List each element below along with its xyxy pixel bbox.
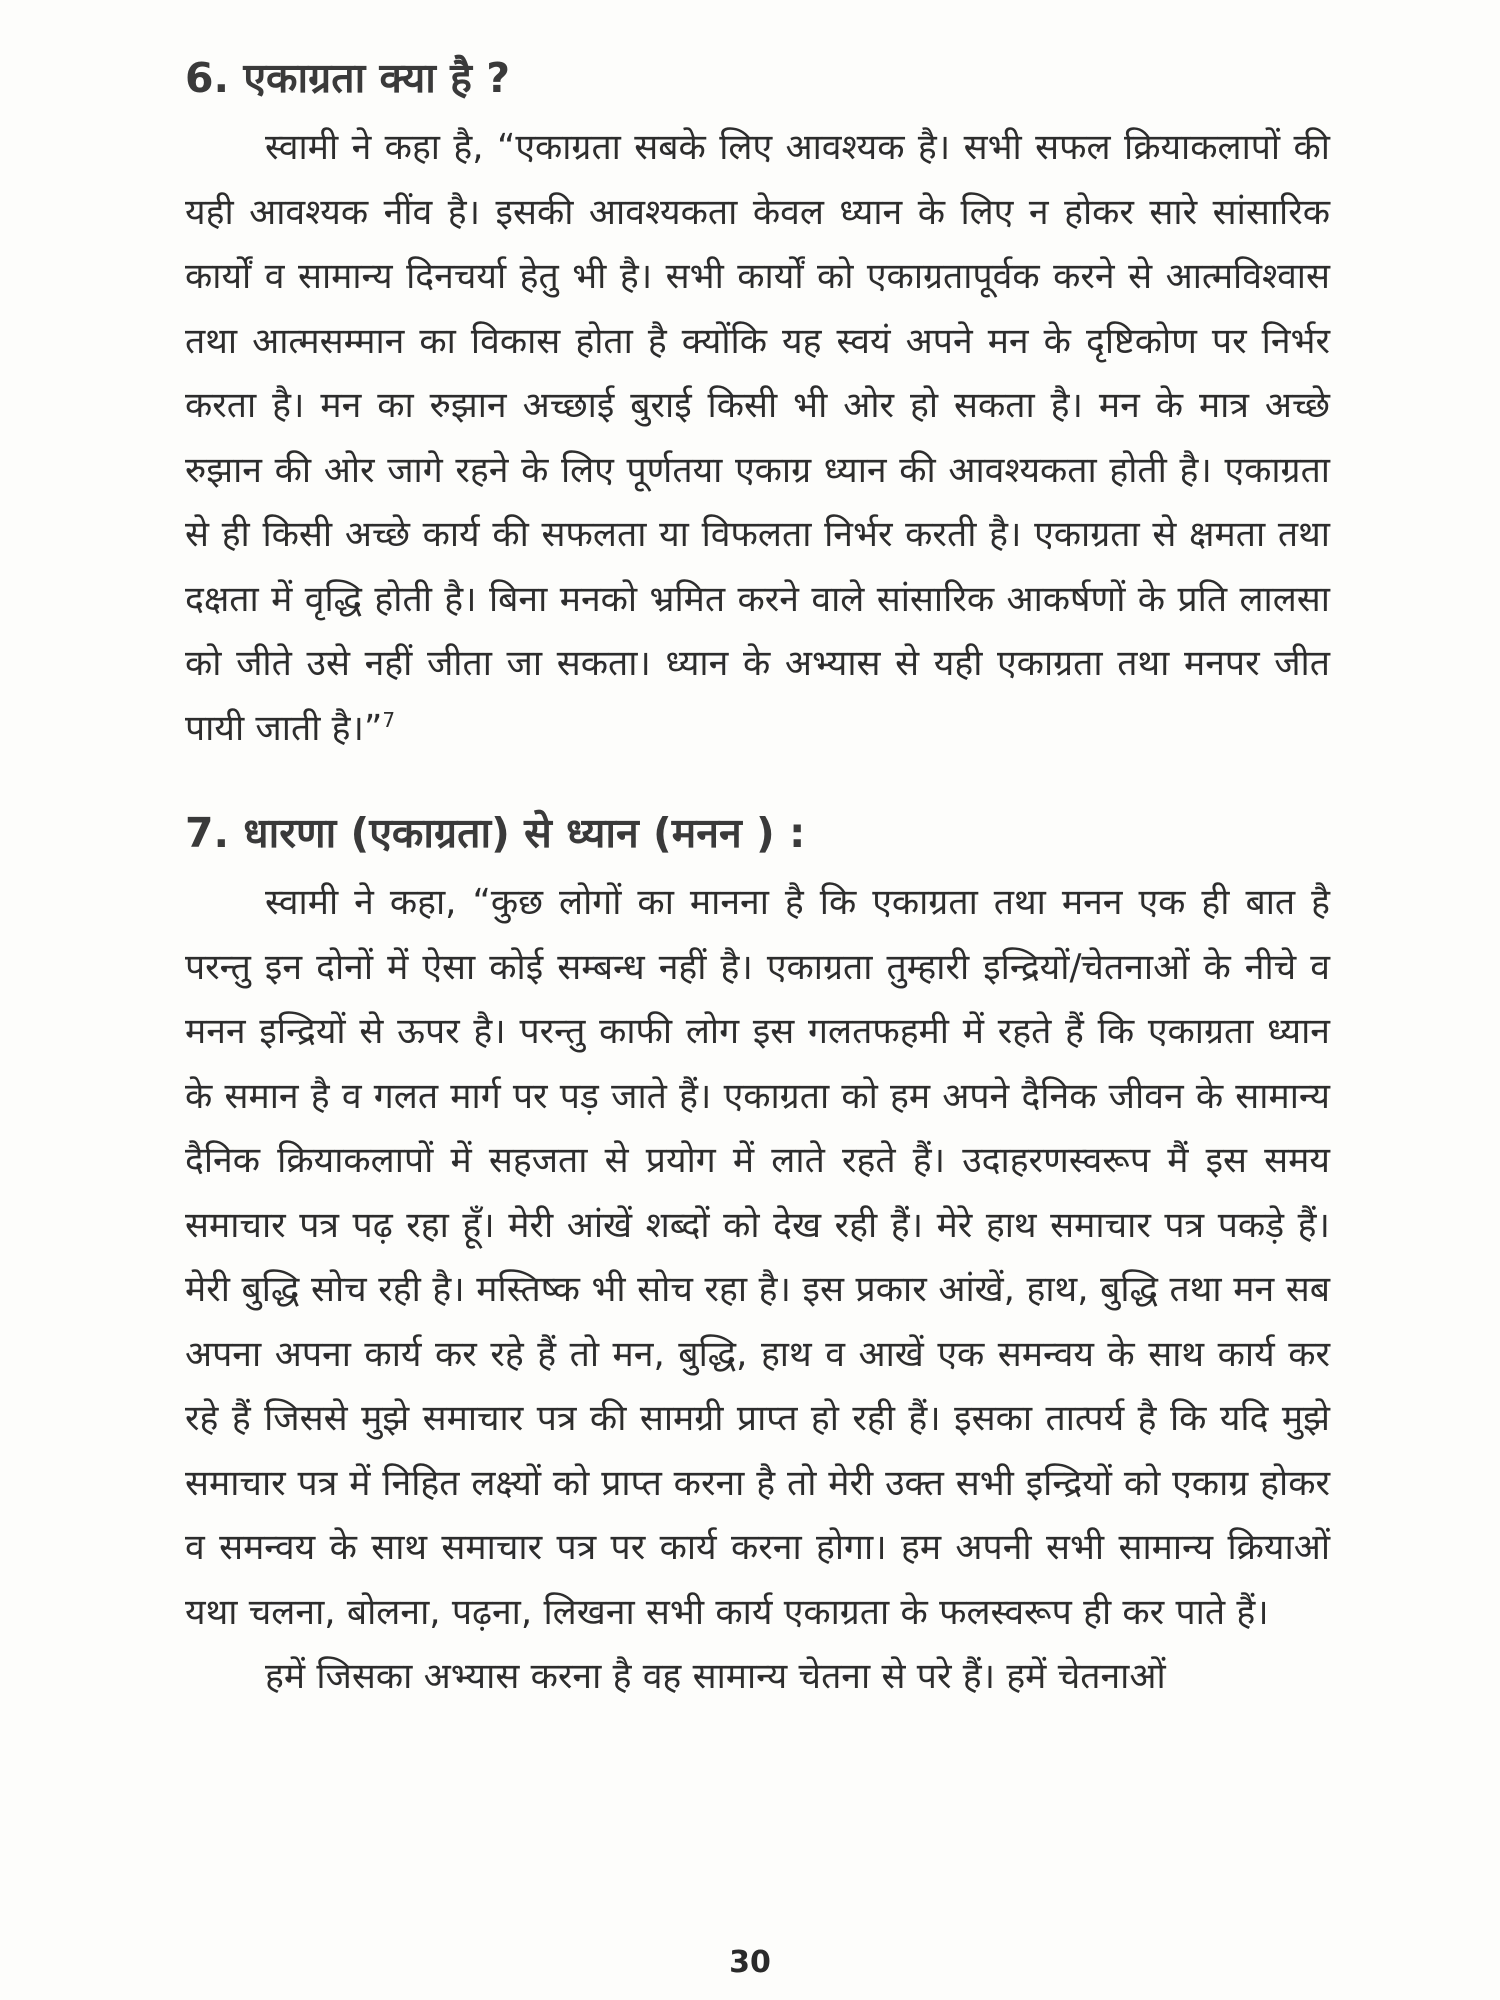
page-number: 30 — [729, 1945, 771, 1980]
section-6-heading: 6. एकाग्रता क्या है ? — [185, 54, 510, 102]
page-content — [185, 40, 1330, 1710]
footnote-marker: 7 — [382, 707, 396, 732]
section-7-paragraph-1: स्वामी ने कहा, “कुछ लोगों का मानना है कि एकाग्रता तथा मनन एक ही बात है परन्तु इन दोनों में ऐसा कोई सम्बन्ध नहीं है। एकाग्रता तुम्हारी इन्द्रियों/चेतनाओं के नीचे व मनन इन्द्रियों से ऊपर है। परन्तु काफी लोग इस गलतफहमी में रहते हैं कि एकाग्रता ध्यान के समान है व गलत मार्ग पर पड़ जाते हैं। एकाग्रता को हम अपने दैनिक जीवन के सामान्य दैनिक क्रियाकलापों में सहजता से प्रयोग में लाते रहते हैं। उदाहरणस्वरूप मैं इस समय समाचार पत्र पढ़ रहा हूँ। मेरी आंखें शब्दों को देख रही हैं। मेरे हाथ समाचार पत्र पकड़े हैं। मेरी बुद्धि सोच रही है। मस्तिष्क भी सोच रहा है। इस प्रकार आंखें, हाथ, बुद्धि तथा मन सब अपना अपना कार्य कर रहे हैं तो मन, बुद्धि, हाथ व आखें एक समन्वय के साथ कार्य कर रहे हैं जिससे मुझे समाचार पत्र की सामग्री प्राप्त हो रही हैं। इसका तात्पर्य है कि यदि मुझे समाचार पत्र में निहित लक्ष्यों को प्राप्त करना है तो मेरी उक्त सभी इन्द्रियों को एकाग्र होकर व समन्वय के साथ समाचार पत्र पर कार्य करना होगा। हम अपनी सभी सामान्य क्रियाओं यथा चलना, बोलना, पढ़ना, लिखना सभी कार्य एकाग्रता के फलस्वरूप ही कर पाते हैं। — [185, 882, 1330, 1633]
section-7-heading: 7. धारणा (एकाग्रता) से ध्यान (मनन ) : — [185, 809, 806, 857]
section-6-paragraph-text: स्वामी ने कहा है, “एकाग्रता सबके लिए आवश्यक है। सभी सफल क्रियाकलापों की यही आवश्यक नींव है। इसकी आवश्यकता केवल ध्यान के लिए न होकर सारे सांसारिक कार्यों व सामान्य दिनचर्या हेतु भी है। सभी कार्यों को एकाग्रतापूर्वक करने से आत्मविश्वास तथा आत्मसम्मान का विकास होता है क्योंकि यह स्वयं अपने मन के दृष्टिकोण पर निर्भर करता है। मन का रुझान अच्छाई बुराई किसी भी ओर हो सकता है। मन के मात्र अच्छे रुझान की ओर जागे रहने के लिए पूर्णतया एकाग्र ध्यान की आवश्यकता होती है। एकाग्रता से ही किसी अच्छे कार्य की सफलता या विफलता निर्भर करती है। एकाग्रता से क्षमता तथा दक्षता में वृद्धि होती है। बिना मनको भ्रमित करने वाले सांसारिक आकर्षणों के प्रति लालसा को जीते उसे नहीं जीता जा सकता। ध्यान के अभ्यास से यही एकाग्रता तथा मनपर जीत पायी जाती है।” — [185, 127, 1330, 749]
section-7-paragraph-2: हमें जिसका अभ्यास करना है वह सामान्य चेतना से परे हैं। हमें चेतनाओं — [265, 1656, 1166, 1697]
section-6-paragraph — [185, 116, 1330, 761]
